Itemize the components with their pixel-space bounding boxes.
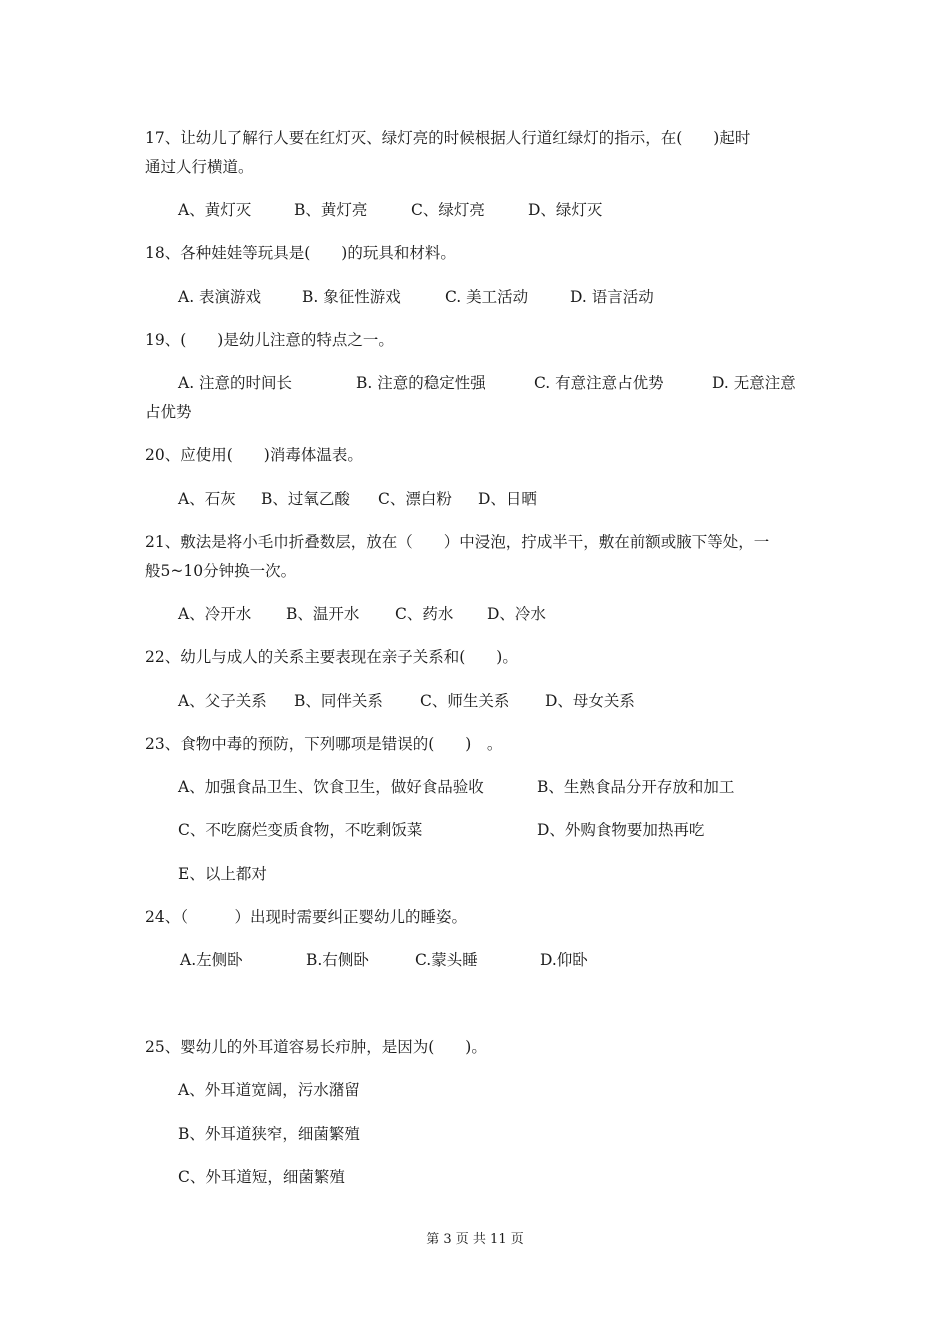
question-22-option-a: A、父子关系 bbox=[178, 692, 267, 710]
question-19-option-b: B. 注意的稳定性强 bbox=[356, 374, 486, 392]
question-17-option-d: D、绿灯灭 bbox=[528, 201, 603, 219]
question-21-option-a: A、冷开水 bbox=[178, 605, 252, 623]
question-18-option-d: D. 语言活动 bbox=[570, 288, 654, 306]
question-21-option-c: C、药水 bbox=[395, 605, 454, 623]
question-19-option-d-wrap: 占优势 bbox=[145, 403, 192, 421]
question-24-option-c: C.蒙头睡 bbox=[415, 951, 478, 969]
question-23-option-b: B、生熟食品分开存放和加工 bbox=[537, 778, 735, 796]
question-20-option-a: A、石灰 bbox=[178, 490, 236, 508]
page-number-label: 第 3 页 共 11 页 bbox=[426, 1232, 524, 1247]
question-24-line-1: 24、（ ）出现时需要纠正婴幼儿的睡姿。 bbox=[145, 908, 467, 926]
question-17-line-1: 17、让幼儿了解行人要在红灯灭、绿灯亮的时候根据人行道红绿灯的指示，在( )起时 bbox=[145, 129, 751, 147]
question-18-line-1: 18、各种娃娃等玩具是( )的玩具和材料。 bbox=[145, 244, 456, 262]
question-17-line-2: 通过人行横道。 bbox=[145, 158, 254, 176]
question-21-option-d: D、冷水 bbox=[487, 605, 546, 623]
question-20-option-c: C、漂白粉 bbox=[378, 490, 452, 508]
question-23-option-c: C、不吃腐烂变质食物，不吃剩饭菜 bbox=[178, 821, 423, 839]
question-25-option-a: A、外耳道宽阔，污水潴留 bbox=[178, 1081, 360, 1099]
question-23-line-1: 23、食物中毒的预防，下列哪项是错误的( ) 。 bbox=[145, 735, 503, 753]
question-22-option-d: D、母女关系 bbox=[545, 692, 635, 710]
question-25-option-b: B、外耳道狭窄，细菌繁殖 bbox=[178, 1125, 360, 1143]
question-22-option-c: C、师生关系 bbox=[420, 692, 510, 710]
question-21-option-b: B、温开水 bbox=[286, 605, 360, 623]
question-20-line-1: 20、应使用( )消毒体温表。 bbox=[145, 446, 363, 464]
question-17-option-b: B、黄灯亮 bbox=[294, 201, 368, 219]
question-19-option-c: C. 有意注意占优势 bbox=[534, 374, 664, 392]
question-19-line-1: 19、( )是幼儿注意的特点之一。 bbox=[145, 331, 394, 349]
question-18-option-a: A. 表演游戏 bbox=[178, 288, 262, 306]
question-22-option-b: B、同伴关系 bbox=[294, 692, 383, 710]
page-footer bbox=[0, 1228, 950, 1247]
question-24-option-a: A.左侧卧 bbox=[180, 951, 243, 969]
question-17-option-c: C、绿灯亮 bbox=[411, 201, 485, 219]
question-21-line-1: 21、敷法是将小毛巾折叠数层，放在（ ）中浸泡，拧成半干，敷在前额或腋下等处，一 bbox=[145, 533, 770, 551]
question-18-option-c: C. 美工活动 bbox=[445, 288, 529, 306]
question-24-option-d: D.仰卧 bbox=[540, 951, 588, 969]
question-18-option-b: B. 象征性游戏 bbox=[302, 288, 401, 306]
question-20-option-b: B、过氧乙酸 bbox=[261, 490, 350, 508]
question-19-option-a: A. 注意的时间长 bbox=[178, 374, 293, 392]
question-23-option-a: A、加强食品卫生、饮食卫生，做好食品验收 bbox=[178, 778, 484, 796]
question-25-line-1: 25、婴幼儿的外耳道容易长疖肿，是因为( )。 bbox=[145, 1038, 487, 1056]
question-19-option-d: D. 无意注意 bbox=[712, 374, 796, 392]
question-22-line-1: 22、幼儿与成人的关系主要表现在亲子关系和( )。 bbox=[145, 648, 518, 666]
question-23-option-d: D、外购食物要加热再吃 bbox=[537, 821, 705, 839]
question-20-option-d: D、日晒 bbox=[478, 490, 537, 508]
question-24-option-b: B.右侧卧 bbox=[306, 951, 369, 969]
question-21-line-2: 般5~10分钟换一次。 bbox=[145, 562, 297, 580]
question-23-option-e: E、以上都对 bbox=[178, 865, 267, 883]
question-17-option-a: A、黄灯灭 bbox=[178, 201, 252, 219]
question-25-option-c: C、外耳道短，细菌繁殖 bbox=[178, 1168, 345, 1186]
